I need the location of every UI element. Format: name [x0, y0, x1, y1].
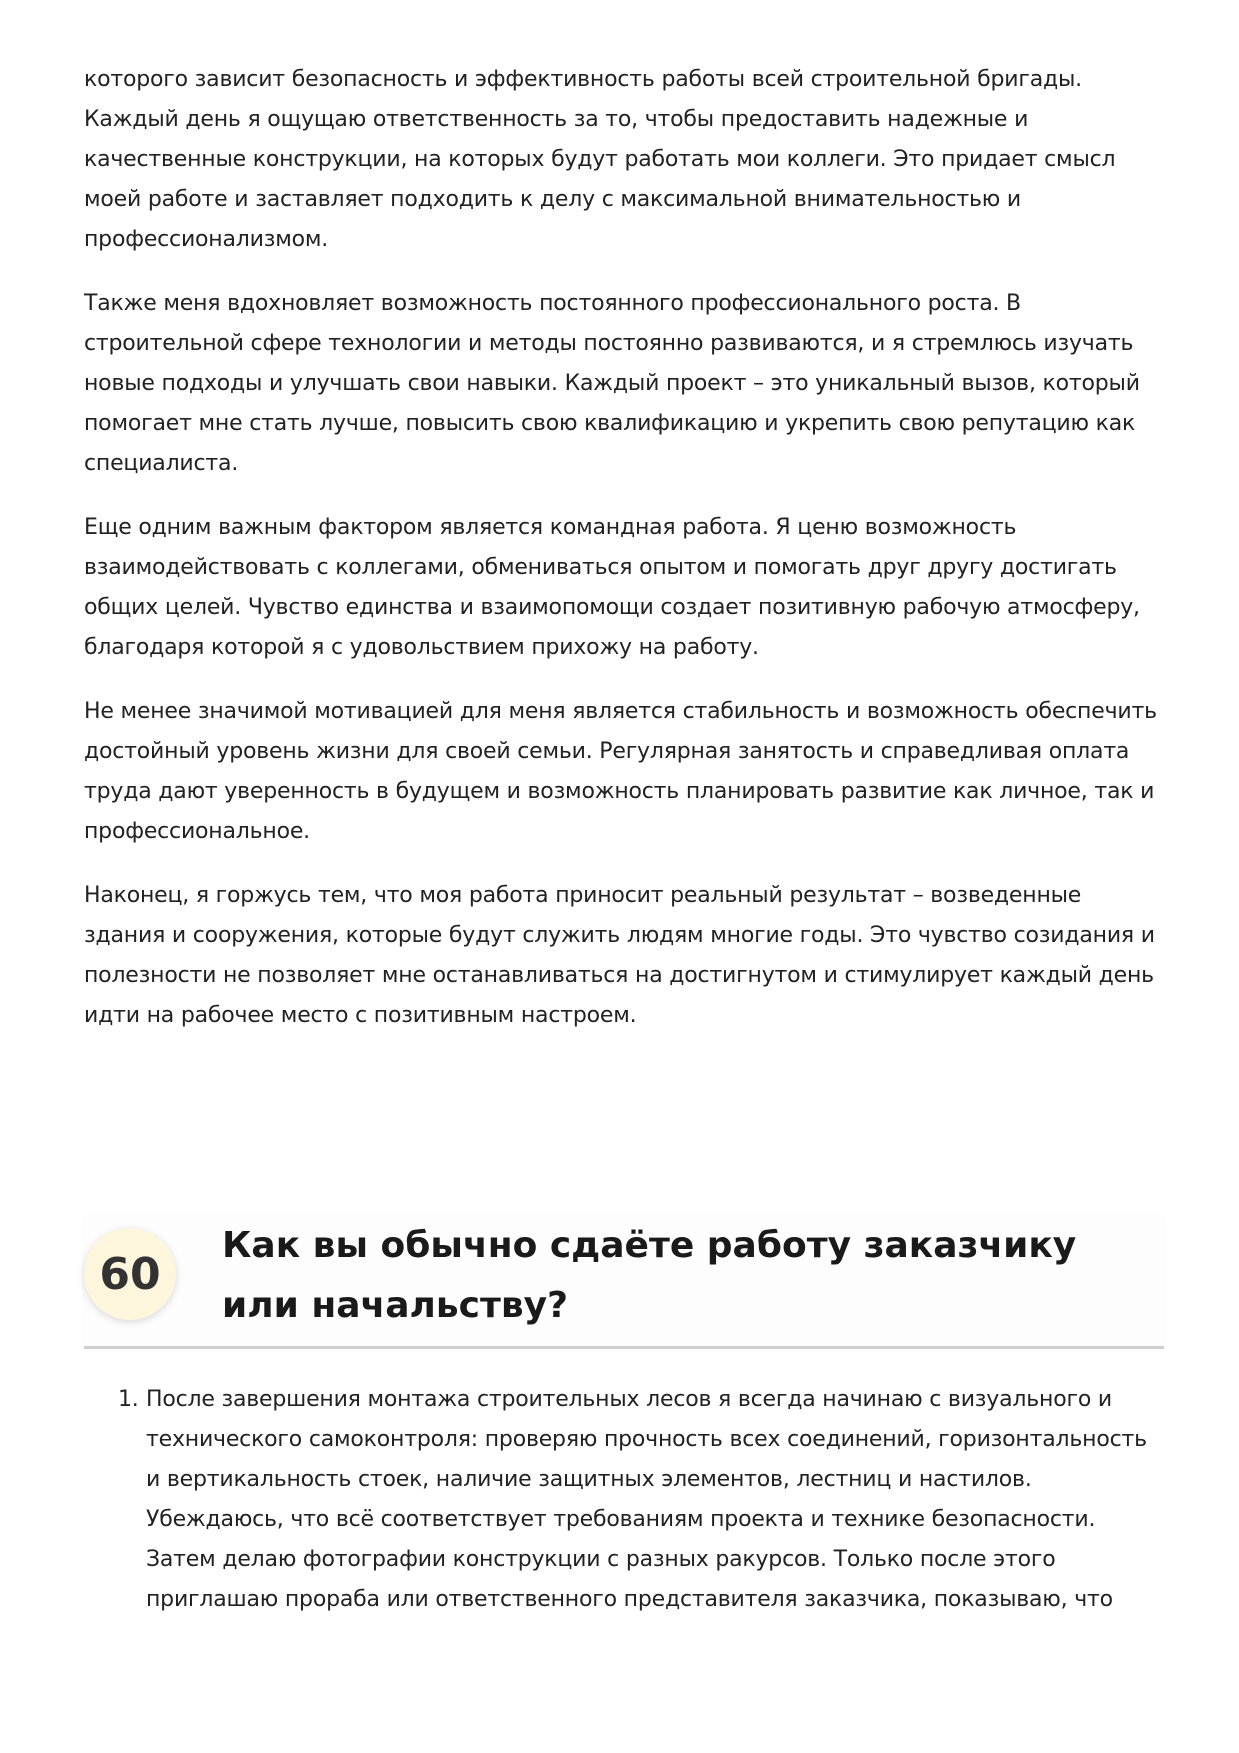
question-header [84, 1216, 1164, 1349]
paragraph: Не менее значимой мотивацией для меня является стабильность и возможность обеспечить достойный уровень жизни для своей семьи. Регулярная занятость и справедливая оплата труда дают уверенность в будущем и возможность планировать развитие как личное, так и профессиональное. [84, 699, 1157, 844]
question-title: Как вы обычно сдаёте работу заказчику или начальству? [222, 1225, 1077, 1326]
list-item-number: 1. [118, 1387, 139, 1412]
answer-text-section [84, 60, 1164, 1060]
question-number-badge: 60 [84, 1228, 176, 1320]
paragraph: Также меня вдохновляет возможность постоянного профессионального роста. В строительной сфере технологии и методы постоянно развиваются, и я стремлюсь изучать новые подходы и улучшать свои навыки. Каждый проект – это уникальный вызов, который помогает мне стать лучше, повысить свою квалификацию и укрепить свою репутацию как специалиста. [84, 291, 1140, 476]
paragraph: Еще одним важным фактором является командная работа. Я ценю возможность взаимодействовать с коллегами, обмениваться опытом и помогать друг другу достигать общих целей. Чувство единства и взаимопомощи создает позитивную рабочую атмосферу, благодаря которой я с удовольствием прихожу на работу. [84, 515, 1140, 660]
paragraph: Наконец, я горжусь тем, что моя работа приносит реальный результат – возведенные здания и сооружения, которые будут служить людям многие годы. Это чувство созидания и полезности не позволяет мне останавливаться на достигнутом и стимулирует каждый день идти на рабочее место с позитивным настроем. [84, 883, 1155, 1028]
list-item-text: После завершения монтажа строительных лесов я всегда начинаю с визуального и технического самоконтроля: проверяю прочность всех соединений, горизонтальность и вертикальность стоек, наличие защитных элементов, лестниц и настилов. Убеждаюсь, что всё соответствует требованиям проекта и технике безопасности. Затем делаю фотографии конструкции с разных ракурсов. Только после этого приглашаю прораба или ответственного представителя заказчика, показываю, что [146, 1387, 1147, 1612]
list-item [84, 1380, 1164, 1620]
answer-list [84, 1380, 1164, 1620]
paragraph: которого зависит безопасность и эффективность работы всей строительной бригады. Каждый день я ощущаю ответственность за то, чтобы предоставить надежные и качественные конструкции, на которых будут работать мои коллеги. Это придает смысл моей работе и заставляет подходить к делу с максимальной внимательностью и профессионализмом. [84, 67, 1116, 252]
